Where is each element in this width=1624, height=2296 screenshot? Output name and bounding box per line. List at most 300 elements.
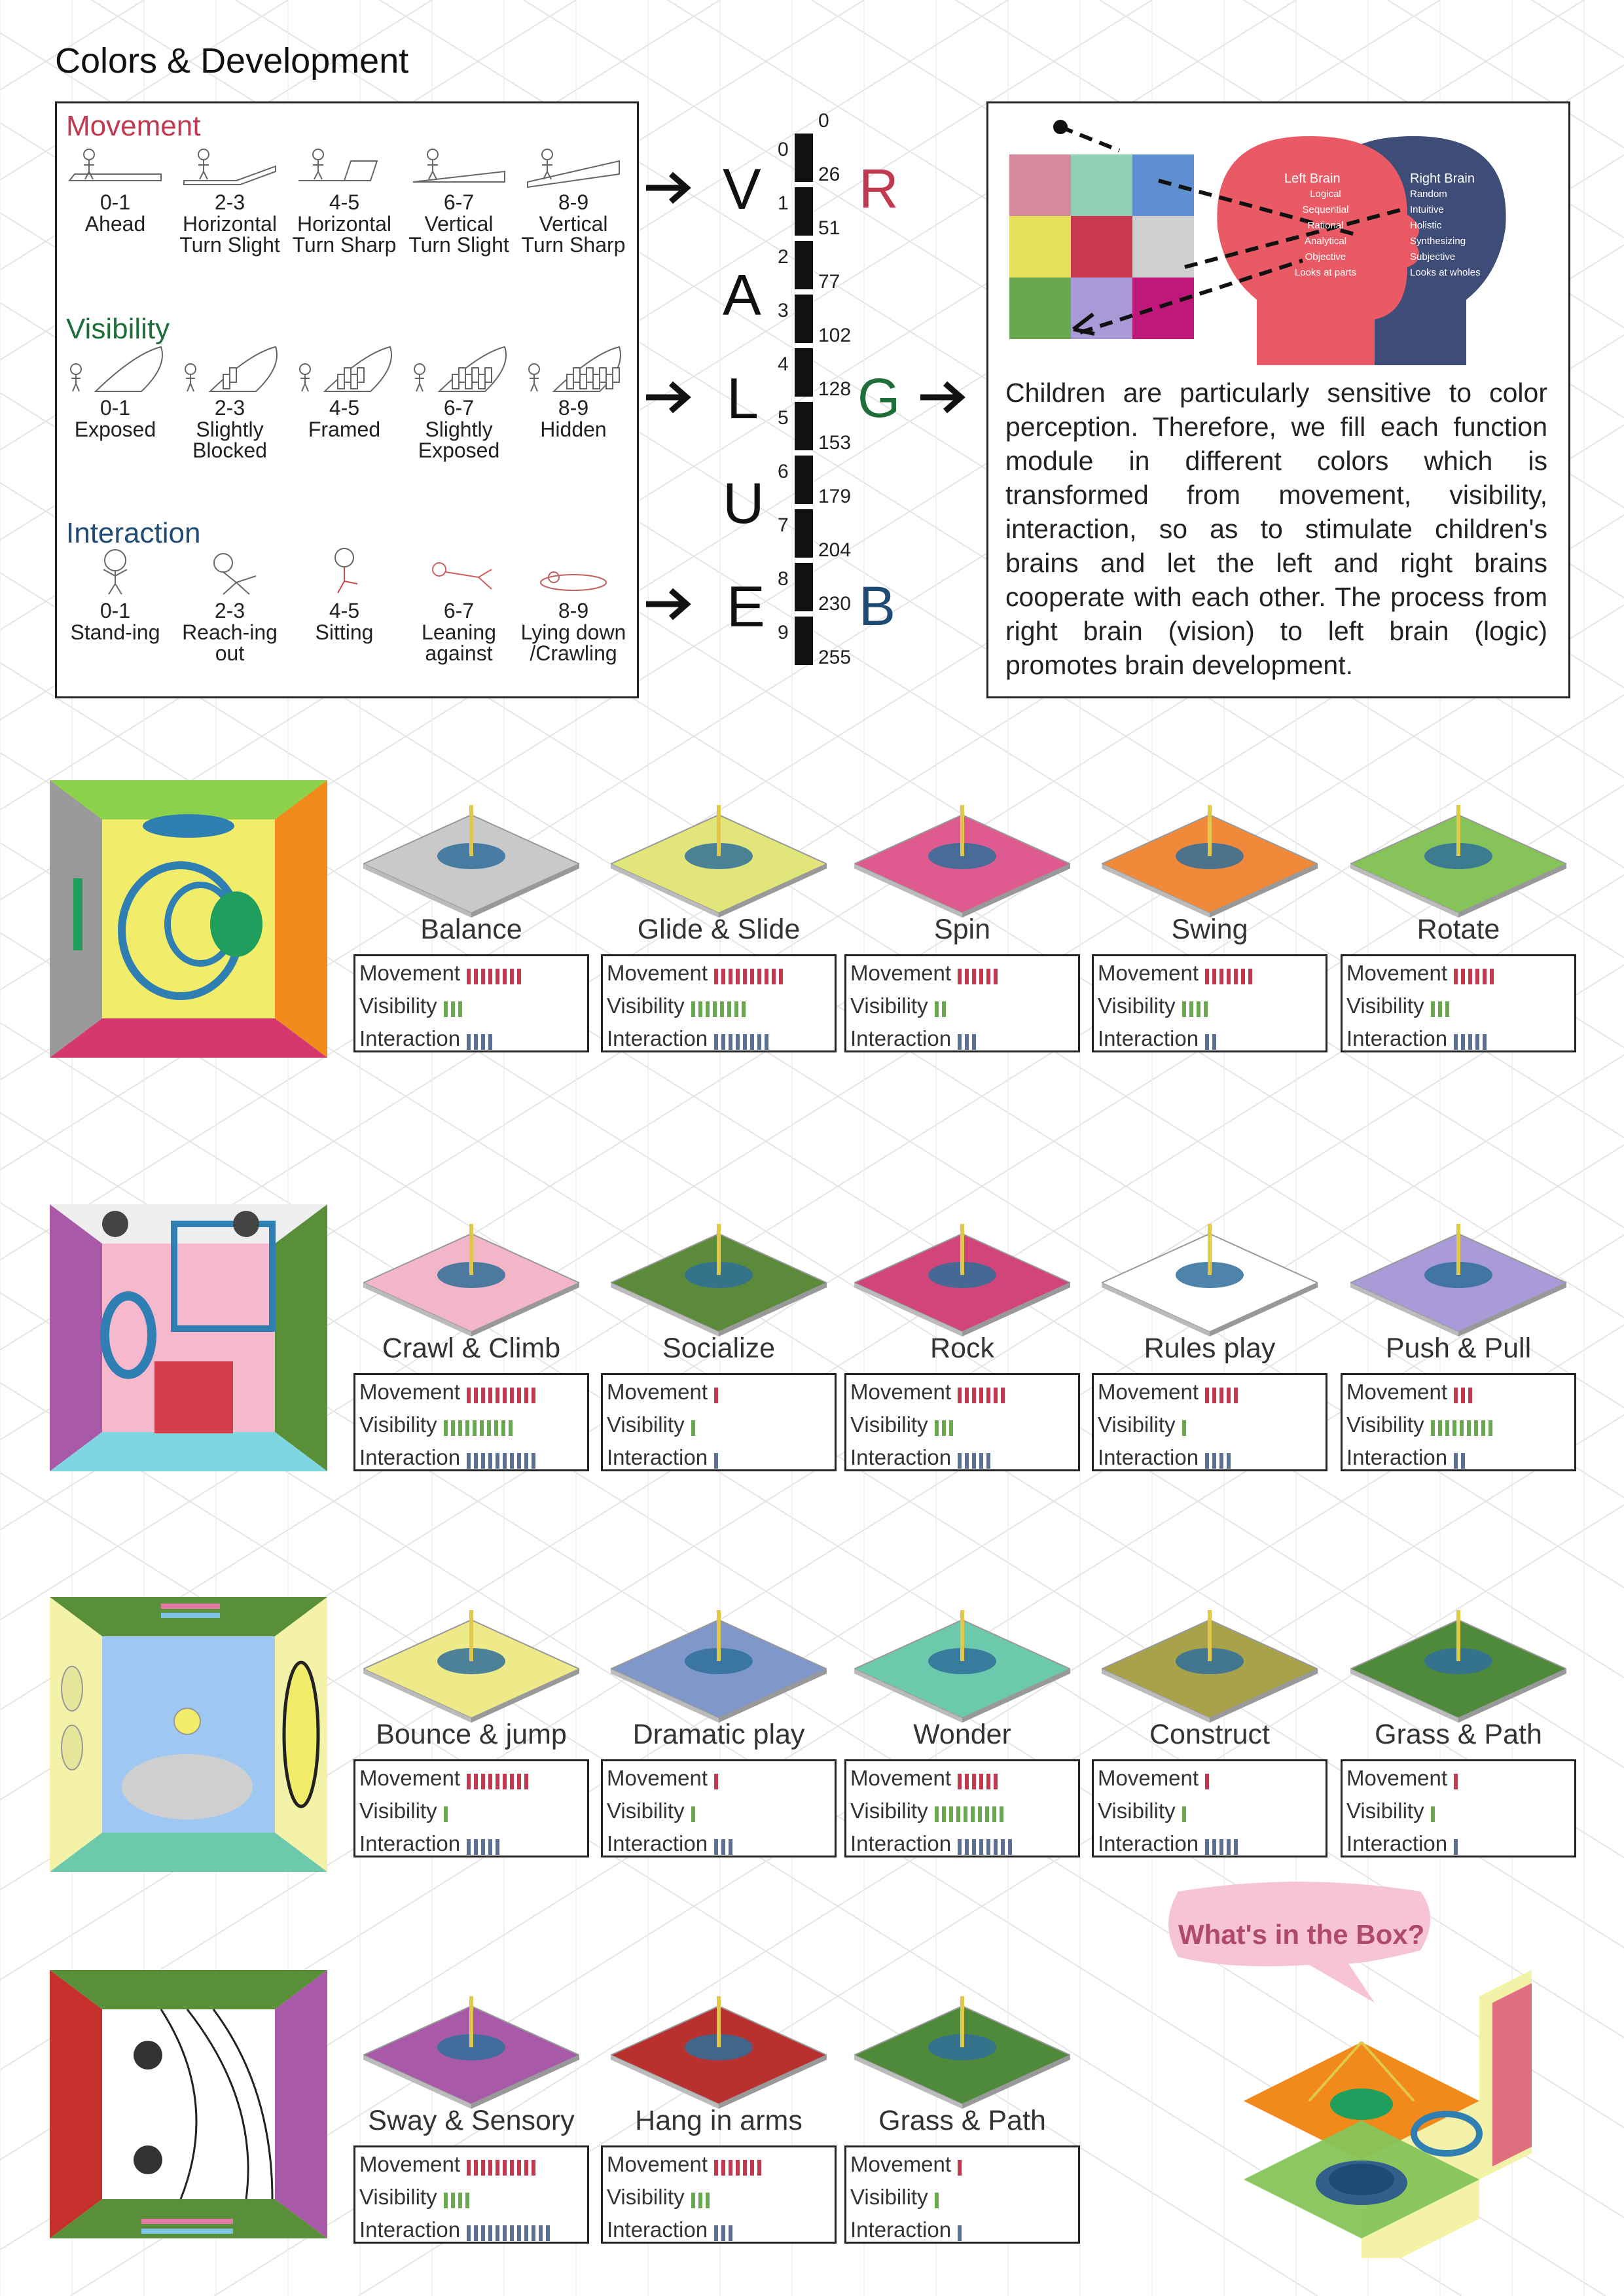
- level-label: Exposed: [74, 418, 156, 441]
- interaction-rating-bars: [714, 1027, 772, 1053]
- interaction-figure-icon: [289, 543, 400, 600]
- scale-index: 6: [778, 461, 789, 482]
- rating-label: Interaction: [607, 1026, 708, 1050]
- movement-rating-bars: [1205, 1767, 1212, 1793]
- visibility-rating-bars: [691, 2185, 713, 2212]
- rating-bar: [1454, 1388, 1458, 1403]
- rating-bar: [451, 1001, 455, 1017]
- rating-bar: [729, 2225, 732, 2241]
- rating-bar: [958, 1839, 962, 1855]
- interaction-figure-icon: [60, 543, 171, 600]
- interaction-rating: [1098, 1026, 1219, 1052]
- level-label: Vertical Turn Slight: [408, 212, 509, 257]
- rating-bar: [714, 1453, 718, 1469]
- visibility-rating: [1346, 1798, 1438, 1824]
- rating-bar: [994, 1388, 998, 1403]
- movement-rating: [359, 2151, 539, 2178]
- movement-level-2: [289, 135, 400, 255]
- rating-bar: [1227, 1839, 1231, 1855]
- rating-bar: [451, 1420, 455, 1436]
- rating-bar: [1445, 1420, 1449, 1436]
- rating-bar: [1475, 1034, 1479, 1050]
- rating-bar: [949, 1420, 953, 1436]
- rating-label: Movement: [607, 1766, 708, 1790]
- rating-label: Visibility: [607, 1412, 685, 1437]
- box-illustration-3: [50, 1597, 327, 1872]
- module-rating-box: [1341, 954, 1576, 1052]
- rating-bar: [1489, 1420, 1492, 1436]
- rating-label: Visibility: [1098, 1799, 1176, 1823]
- interaction-rating: [359, 1444, 539, 1471]
- interaction-rating-bars: [1454, 1832, 1461, 1858]
- rating-bar: [986, 1388, 990, 1403]
- rating-bar: [714, 1034, 718, 1050]
- rating-bar: [949, 1806, 953, 1822]
- right-brain-trait: Looks at wholes: [1410, 267, 1481, 278]
- rating-label: Interaction: [607, 1831, 708, 1856]
- right-brain-trait: Random: [1410, 188, 1447, 200]
- visibility-rating: [850, 1412, 956, 1438]
- rating-bar: [979, 1839, 983, 1855]
- scale-segment: [795, 456, 813, 504]
- level-range: 2-3: [214, 396, 245, 420]
- rating-label: Movement: [607, 2152, 708, 2176]
- rating-bar: [1467, 1420, 1471, 1436]
- rating-bar: [496, 1388, 499, 1403]
- movement-rating: [607, 2151, 765, 2178]
- visibility-rating-bars: [1431, 1413, 1496, 1439]
- rating-bar: [958, 1034, 962, 1050]
- rating-bar: [1219, 969, 1223, 984]
- rating-bar: [458, 2193, 462, 2208]
- rating-bar: [517, 1453, 521, 1469]
- module-socialize: [601, 1198, 850, 1479]
- interaction-rating: [1346, 1831, 1461, 1857]
- movement-rating-bars: [1454, 1767, 1461, 1793]
- visibility-rating: [607, 1412, 698, 1438]
- interaction-rating: [1098, 1831, 1241, 1857]
- module-name: Glide & Slide: [637, 914, 801, 945]
- module-rules-play: [1092, 1198, 1341, 1479]
- left-brain-trait: Objective: [1305, 251, 1346, 262]
- scale-value: 0: [818, 110, 829, 132]
- rating-bar: [729, 1839, 732, 1855]
- rating-bar: [956, 1806, 960, 1822]
- rating-bar: [474, 1034, 478, 1050]
- rating-bar: [986, 1453, 990, 1469]
- level-label: Hidden: [540, 418, 607, 441]
- rating-bar: [721, 1839, 725, 1855]
- rating-label: Visibility: [850, 1799, 928, 1823]
- module-name: Hang in arms: [635, 2105, 803, 2136]
- visibility-rating-bars: [444, 2185, 473, 2212]
- rating-bar: [481, 1774, 485, 1789]
- rating-label: Interaction: [359, 1831, 461, 1856]
- rating-label: Visibility: [607, 1799, 685, 1823]
- rating-bar: [729, 969, 732, 984]
- rating-label: Movement: [359, 2152, 461, 2176]
- interaction-rating-bars: [467, 1446, 539, 1472]
- rating-label: Movement: [850, 961, 952, 985]
- rating-bar: [721, 969, 725, 984]
- module-rating-box: [1092, 1373, 1327, 1471]
- movement-rating: [607, 1379, 721, 1405]
- level-range: 0-1: [99, 190, 131, 214]
- interaction-rating-bars: [714, 2218, 736, 2244]
- rating-bar: [935, 1806, 939, 1822]
- rating-label: Interaction: [850, 1445, 952, 1469]
- rating-bar: [691, 2193, 695, 2208]
- rating-bar: [714, 2160, 718, 2176]
- module-tile-illustration: [854, 1584, 1070, 1741]
- rating-label: Movement: [1346, 961, 1448, 985]
- level-label: Framed: [308, 418, 381, 441]
- module-tile-illustration: [1350, 1198, 1566, 1355]
- rating-label: Movement: [1098, 1766, 1199, 1790]
- rating-bar: [473, 1420, 477, 1436]
- scale-segment: [795, 617, 813, 665]
- scale-index: 5: [778, 407, 789, 429]
- rating-bar: [1483, 969, 1487, 984]
- visibility-rating: [607, 1798, 698, 1824]
- rating-bar: [1461, 1034, 1465, 1050]
- value-letter-a: A: [723, 262, 761, 327]
- movement-rating: [359, 1765, 532, 1791]
- rating-bar: [1205, 1034, 1209, 1050]
- level-range: 4-5: [329, 599, 360, 622]
- rating-bar: [517, 2160, 521, 2176]
- rating-bar: [958, 2225, 962, 2241]
- module-rating-box: [353, 1373, 589, 1471]
- movement-rating: [1346, 960, 1497, 986]
- rating-bar: [1461, 969, 1465, 984]
- movement-rating-bars: [958, 2153, 965, 2179]
- rating-bar: [524, 1453, 528, 1469]
- rating-bar: [488, 1453, 492, 1469]
- rating-bar: [467, 1453, 471, 1469]
- rating-bar: [994, 969, 998, 984]
- scale-index: 2: [778, 246, 789, 268]
- movement-figure-icon: [289, 135, 400, 191]
- interaction-rating-bars: [958, 2218, 965, 2244]
- scale-segment: [795, 295, 813, 343]
- interaction-rating-bars: [467, 2218, 553, 2244]
- interaction-rating-bars: [1454, 1446, 1468, 1472]
- visibility-rating: [607, 2184, 713, 2210]
- rating-bar: [985, 1806, 989, 1822]
- rating-bar: [467, 1839, 471, 1855]
- rating-bar: [765, 969, 768, 984]
- rating-bar: [1219, 1388, 1223, 1403]
- rating-bar: [1468, 1388, 1472, 1403]
- rating-bar: [1205, 1774, 1209, 1789]
- rating-bar: [444, 1420, 448, 1436]
- visibility-figure-icon: [60, 340, 171, 397]
- visibility-rating: [359, 2184, 473, 2210]
- module-tile-illustration: [1102, 1584, 1318, 1741]
- rating-label: Interaction: [1098, 1026, 1199, 1050]
- level-label: Sitting: [315, 620, 374, 644]
- rating-bar: [458, 1001, 462, 1017]
- left-brain-trait: Rational: [1307, 220, 1344, 231]
- description-text: Children are particularly sensitive to color perception. Therefore, we fill each function module in different colors which is transformed from movement, visibility, interaction, so as to stimulate children's brains and let the left and right brains cooperate with each other. The process from right brain (vision) to left brain (logic) promotes brain development.: [1005, 378, 1547, 680]
- rating-bar: [986, 969, 990, 984]
- visibility-level-2: [289, 340, 400, 440]
- rating-bar: [1205, 969, 1209, 984]
- module-rating-box: [353, 1759, 589, 1857]
- scale-index: 8: [778, 568, 789, 590]
- visibility-rating-bars: [1182, 994, 1211, 1020]
- rating-bar: [972, 1388, 976, 1403]
- scale-value: 26: [818, 164, 840, 185]
- module-rating-box: [353, 2145, 589, 2244]
- rating-label: Movement: [607, 961, 708, 985]
- rating-bar: [714, 1774, 718, 1789]
- module-rating-box: [1341, 1373, 1576, 1471]
- module-name: Socialize: [662, 1333, 776, 1364]
- level-label: Ahead: [84, 212, 146, 236]
- interaction-level-0: [60, 543, 171, 643]
- rating-label: Movement: [359, 1380, 461, 1404]
- rating-bar: [742, 1001, 746, 1017]
- rating-bar: [1008, 1839, 1012, 1855]
- module-tile-illustration: [611, 779, 827, 936]
- rating-bar: [496, 1453, 499, 1469]
- visibility-rating: [850, 1798, 1007, 1824]
- rating-bar: [480, 1420, 484, 1436]
- rating-bar: [958, 1453, 962, 1469]
- module-name: Bounce & jump: [376, 1719, 567, 1750]
- interaction-rating: [359, 2217, 553, 2243]
- module-balance: [353, 779, 602, 1060]
- rating-bar: [1454, 1839, 1458, 1855]
- rating-bar: [494, 1420, 498, 1436]
- rating-bar: [481, 2225, 485, 2241]
- rating-bar: [979, 1774, 983, 1789]
- visibility-figure-icon: [518, 340, 629, 397]
- movement-level-0: [60, 135, 171, 234]
- module-tile-illustration: [611, 1584, 827, 1741]
- interaction-rating: [850, 2217, 965, 2243]
- rating-bar: [510, 1388, 514, 1403]
- interaction-rating: [607, 1026, 772, 1052]
- rating-bar: [517, 1388, 521, 1403]
- rating-label: Visibility: [850, 1412, 928, 1437]
- level-range: 6-7: [443, 396, 475, 420]
- rating-bar: [994, 1839, 998, 1855]
- rating-bar: [465, 2193, 469, 2208]
- rating-label: Visibility: [1346, 994, 1424, 1018]
- visibility-level-0: [60, 340, 171, 440]
- rating-bar: [1189, 1001, 1193, 1017]
- rating-bar: [994, 1774, 998, 1789]
- module-rating-box: [1092, 1759, 1327, 1857]
- rating-bar: [1475, 969, 1479, 984]
- rating-bar: [546, 2225, 550, 2241]
- rating-bar: [517, 969, 521, 984]
- movement-rating: [1098, 1379, 1241, 1405]
- rating-bar: [757, 969, 761, 984]
- level-label: Reach-ing out: [182, 620, 278, 665]
- visibility-rating-bars: [444, 1413, 516, 1439]
- rating-bar: [1454, 1453, 1458, 1469]
- rating-label: Interaction: [607, 2217, 708, 2242]
- module-rating-box: [1341, 1759, 1576, 1857]
- rating-bar: [765, 1034, 768, 1050]
- rating-bar: [510, 2225, 514, 2241]
- rating-bar: [965, 1388, 969, 1403]
- module-name: Grass & Path: [1375, 1719, 1542, 1750]
- movement-level-1: [174, 135, 285, 255]
- movement-rating-bars: [714, 961, 786, 988]
- rating-label: Movement: [359, 961, 461, 985]
- module-tile-illustration: [363, 779, 579, 936]
- rating-label: Movement: [1346, 1766, 1448, 1790]
- movement-rating-bars: [1205, 1380, 1241, 1407]
- module-name: Spin: [933, 914, 991, 945]
- interaction-figure-icon: [518, 543, 629, 600]
- level-range: 0-1: [99, 599, 131, 622]
- module-tile-illustration: [1102, 1198, 1318, 1355]
- level-label: Horizontal Turn Slight: [179, 212, 280, 257]
- scale-segment: [795, 241, 813, 289]
- rating-bar: [488, 1034, 492, 1050]
- visibility-rating-bars: [691, 1413, 698, 1439]
- module-name: Grass & Path: [878, 2105, 1046, 2136]
- visibility-rating: [850, 2184, 942, 2210]
- rating-bar: [779, 969, 783, 984]
- module-name: Crawl & Climb: [382, 1333, 561, 1364]
- rating-label: Movement: [850, 1380, 952, 1404]
- interaction-level-4: [518, 543, 629, 664]
- interaction-rating-bars: [714, 1832, 736, 1858]
- rating-label: Interaction: [1346, 1831, 1448, 1856]
- level-range: 8-9: [558, 396, 589, 420]
- rating-label: Interaction: [359, 1445, 461, 1469]
- movement-rating: [850, 2151, 965, 2178]
- scale-value: 153: [818, 432, 852, 454]
- module-dramatic-play: [601, 1584, 850, 1865]
- rating-bar: [965, 969, 969, 984]
- movement-rating-bars: [467, 2153, 539, 2179]
- interaction-rating: [850, 1026, 979, 1052]
- visibility-rating-bars: [444, 994, 465, 1020]
- rating-label: Visibility: [359, 994, 437, 1018]
- interaction-rating: [1346, 1026, 1490, 1052]
- rgb-letter-b: B: [859, 575, 896, 637]
- movement-rating-bars: [714, 1767, 721, 1793]
- scale-segment: [795, 563, 813, 611]
- scale-value: 255: [818, 647, 852, 668]
- movement-rating-bars: [1205, 961, 1255, 988]
- module-name: Rock: [930, 1333, 994, 1364]
- right-brain-trait: Holistic: [1410, 220, 1442, 231]
- rating-bar: [1483, 1034, 1487, 1050]
- movement-rating-bars: [467, 961, 524, 988]
- rating-bar: [972, 1839, 976, 1855]
- module-name: Balance: [420, 914, 522, 945]
- movement-rating: [359, 960, 524, 986]
- rating-bar: [474, 1839, 478, 1855]
- rating-bar: [474, 2225, 478, 2241]
- scale-segment: [795, 134, 813, 182]
- rating-bar: [496, 1774, 499, 1789]
- value-letter-v: V: [723, 156, 761, 221]
- right-brain-trait: Subjective: [1410, 251, 1456, 262]
- module-rating-box: [844, 1759, 1080, 1857]
- rating-bar: [942, 1806, 946, 1822]
- rating-bar: [721, 2160, 725, 2176]
- movement-rating: [359, 1379, 539, 1405]
- right-brain-trait: Synthesizing: [1410, 236, 1466, 247]
- movement-figure-icon: [403, 135, 514, 191]
- rating-label: Movement: [359, 1766, 461, 1790]
- visibility-figure-icon: [403, 340, 514, 397]
- interaction-rating: [850, 1444, 994, 1471]
- interaction-rating: [607, 2217, 736, 2243]
- rating-bar: [1212, 1839, 1216, 1855]
- rating-label: Movement: [850, 1766, 952, 1790]
- module-name: Construct: [1149, 1719, 1270, 1750]
- color-swatch: [1132, 278, 1194, 339]
- right-brain-trait: Intuitive: [1410, 204, 1444, 215]
- level-label: Slightly Exposed: [418, 418, 500, 462]
- scale-index: 4: [778, 353, 789, 375]
- color-swatch: [1009, 216, 1071, 278]
- rating-bar: [721, 2225, 725, 2241]
- rating-label: Interaction: [359, 2217, 461, 2242]
- visibility-rating-bars: [935, 1799, 1007, 1825]
- visibility-rating: [1098, 1798, 1189, 1824]
- rating-bar: [1468, 1034, 1472, 1050]
- rating-label: Interaction: [607, 1445, 708, 1469]
- rating-bar: [1234, 1388, 1238, 1403]
- module-name: Sway & Sensory: [368, 2105, 575, 2136]
- rating-label: Interaction: [850, 2217, 952, 2242]
- interaction-rating-bars: [714, 1446, 721, 1472]
- rating-bar: [524, 1388, 528, 1403]
- visibility-rating: [359, 1412, 516, 1438]
- rating-label: Interaction: [1098, 1831, 1199, 1856]
- level-range: 4-5: [329, 190, 360, 214]
- rating-bar: [496, 969, 499, 984]
- rating-bar: [1438, 1001, 1442, 1017]
- movement-heading: Movement: [66, 110, 201, 142]
- module-rating-box: [1092, 954, 1327, 1052]
- module-rock: [844, 1198, 1093, 1479]
- rating-bar: [714, 1388, 718, 1403]
- interaction-rating-bars: [1205, 1832, 1241, 1858]
- rating-bar: [979, 1453, 983, 1469]
- module-tile-illustration: [611, 1198, 827, 1355]
- visibility-rating-bars: [935, 1413, 956, 1439]
- visibility-level-4: [518, 340, 629, 440]
- rating-label: Interaction: [850, 1026, 952, 1050]
- rating-bar: [743, 2160, 747, 2176]
- rating-bar: [1474, 1420, 1478, 1436]
- module-name: Dramatic play: [632, 1719, 805, 1750]
- interaction-figure-icon: [403, 543, 514, 600]
- rating-bar: [698, 2193, 702, 2208]
- rating-bar: [488, 2160, 492, 2176]
- rating-bar: [1431, 1806, 1435, 1822]
- rating-bar: [1219, 1453, 1223, 1469]
- interaction-heading: Interaction: [66, 517, 201, 549]
- level-range: 6-7: [443, 599, 475, 622]
- rating-bar: [1212, 969, 1216, 984]
- value-letter-u: U: [723, 471, 765, 535]
- rating-bar: [1182, 1420, 1186, 1436]
